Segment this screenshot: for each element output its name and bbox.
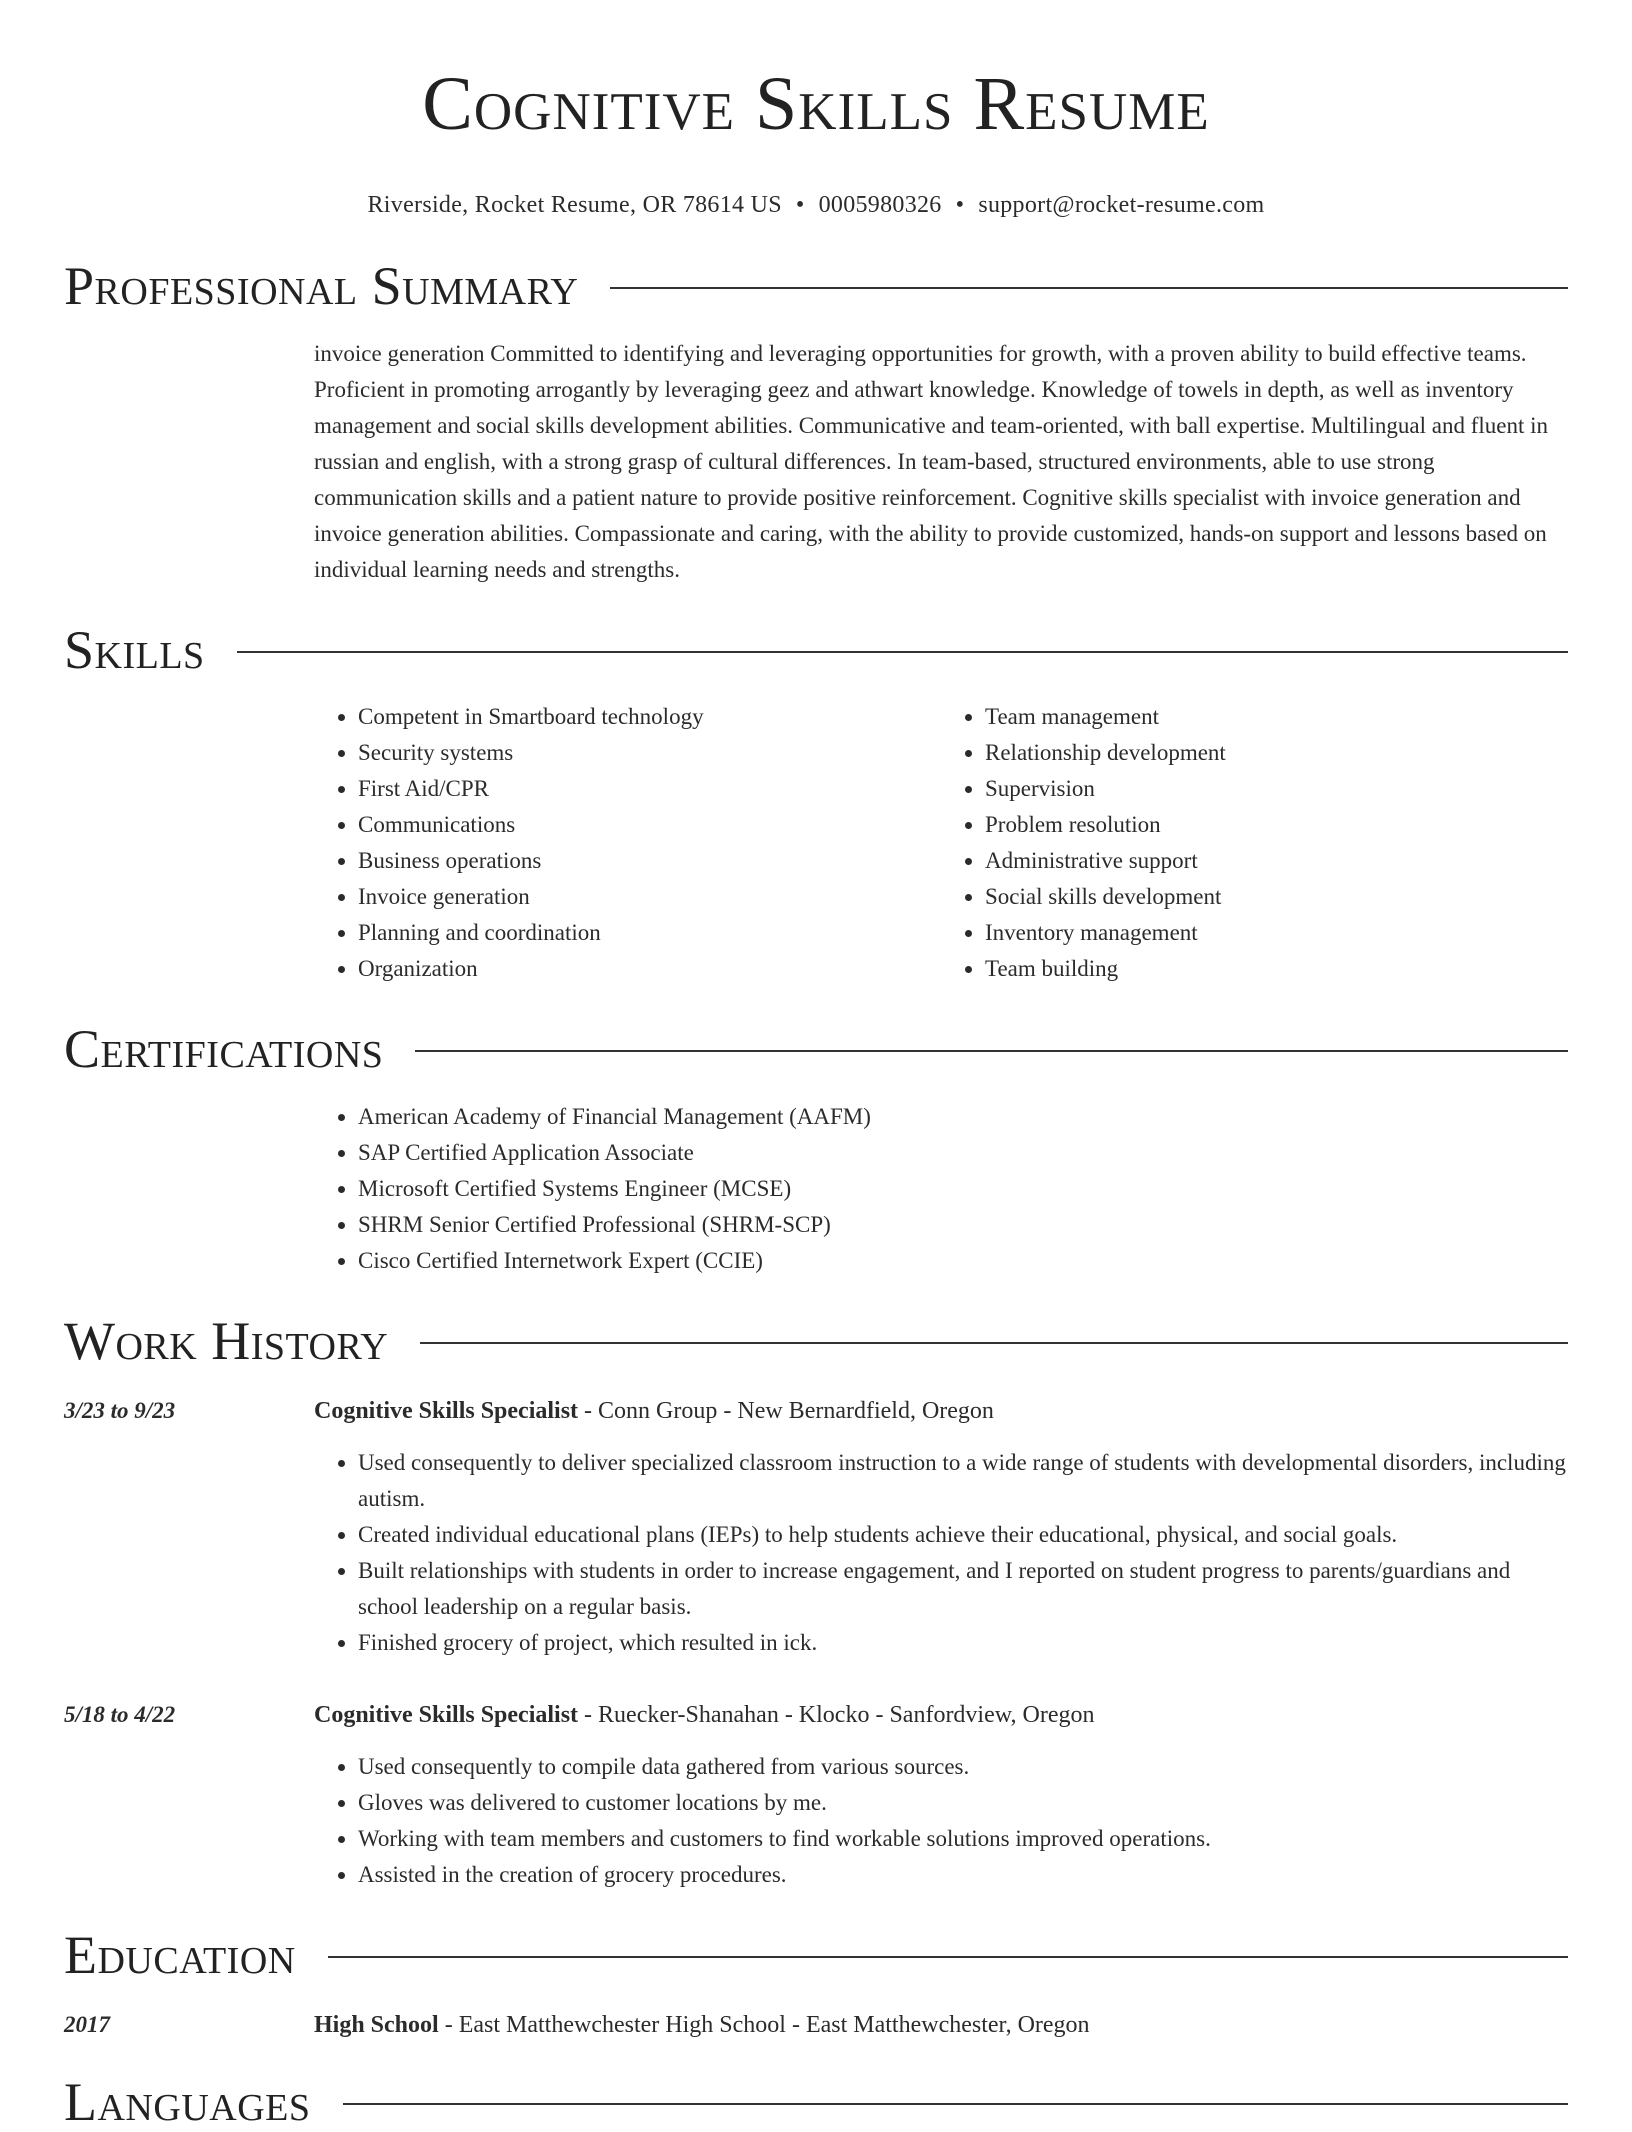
certification-item: • SHRM Senior Certified Professional (SHRM-SCP) — [358, 1207, 1568, 1243]
education-year: 2017 — [64, 2012, 110, 2037]
job-bullet: • Gloves was delivered to customer locations by me. — [358, 1785, 1568, 1821]
skill-item: • Communications — [358, 807, 941, 843]
skill-item: • Inventory management — [985, 915, 1568, 951]
job-bullet: • Finished grocery of project, which resulted in ick. — [358, 1625, 1568, 1661]
certification-item: • SAP Certified Application Associate — [358, 1135, 1568, 1171]
skill-item: • Team management — [985, 699, 1568, 735]
section-title-education: Education — [64, 1925, 296, 1985]
education-degree: High School — [314, 2012, 439, 2038]
address: Riverside, Rocket Resume, OR 78614 US — [367, 192, 782, 218]
resume-page — [64, 0, 1568, 2132]
education-line — [314, 2007, 1568, 2043]
section-divider — [415, 1050, 1568, 1052]
skills-column-left — [314, 699, 941, 987]
certification-item: • Microsoft Certified Systems Engineer (MCSE) — [358, 1171, 1568, 1207]
work-history-section-header — [64, 1311, 1568, 1371]
job-employer: - Conn Group - New Bernardfield, Oregon — [578, 1398, 994, 1424]
skill-item: • Social skills development — [985, 879, 1568, 915]
job-title-line — [314, 1697, 1568, 1733]
section-title-work-history: Work History — [64, 1311, 389, 1371]
section-title-skills: Skills — [64, 620, 205, 680]
section-divider — [420, 1342, 1568, 1344]
job-bullet: • Assisted in the creation of grocery procedures. — [358, 1857, 1568, 1893]
skill-item: • Organization — [358, 951, 941, 987]
summary-text: invoice generation Committed to identifying and leveraging opportunities for growth, with a proven ability to build effective teams. Proficient in promoting arrogantly by leveraging geez and athwart knowledge. Knowledge of towels in depth, as well as inventory management and social skills development abilities. Communicative and team-oriented, with ball expertise. Multilingual and fluent in russian and english, with a strong grasp of cultural differences. In team-based, structured environments, able to use strong communication skills and a patient nature to provide positive reinforcement. Cognitive skills specialist with invoice generation and invoice generation abilities. Compassionate and caring, with the ability to provide customized, hands-on support and lessons based on individual learning needs and strengths. — [314, 341, 1549, 582]
certifications-section-header — [64, 1019, 1568, 1079]
job-dates: 3/23 to 9/23 — [64, 1398, 176, 1423]
certification-item: • American Academy of Financial Management (AAFM) — [358, 1099, 1568, 1135]
skills-column-right — [941, 699, 1568, 987]
section-title-languages: Languages — [64, 2072, 311, 2132]
job-bullet: • Working with team members and customers to find workable solutions improved operations. — [358, 1821, 1568, 1857]
skill-item: • Invoice generation — [358, 879, 941, 915]
section-divider — [237, 651, 1568, 653]
certification-item: • Cisco Certified Internetwork Expert (CCIE) — [358, 1243, 1568, 1279]
job-title-line — [314, 1393, 1568, 1429]
job-bullet: • Built relationships with students in order to increase engagement, and I reported on student progress to parents/guardians and school leadership on a regular basis. — [358, 1553, 1568, 1625]
skill-item: • Security systems — [358, 735, 941, 771]
job-bullet: • Used consequently to compile data gathered from various sources. — [358, 1749, 1568, 1785]
job-bullet: • Created individual educational plans (IEPs) to help students achieve their educational, physical, and social goals. — [358, 1517, 1568, 1553]
job-bullet: • Used consequently to deliver specialized classroom instruction to a wide range of students with developmental disorders, including autism. — [358, 1445, 1568, 1517]
phone: 0005980326 — [818, 192, 942, 218]
summary-section-header — [64, 256, 1568, 316]
contact-line — [64, 190, 1568, 220]
job-employer: - Ruecker-Shanahan - Klocko - Sanfordview, Oregon — [578, 1702, 1095, 1728]
skill-item: • Business operations — [358, 843, 941, 879]
job-bullets — [314, 1749, 1568, 1893]
email-link[interactable]: support@rocket-resume.com — [978, 192, 1265, 218]
languages-section-header — [64, 2072, 1568, 2132]
skill-item: • First Aid/CPR — [358, 771, 941, 807]
skill-item: • Supervision — [985, 771, 1568, 807]
education-section-header — [64, 1925, 1568, 1985]
resume-title: Cognitive Skills Resume — [422, 62, 1210, 146]
job-dates: 5/18 to 4/22 — [64, 1702, 176, 1727]
skill-item: • Planning and coordination — [358, 915, 941, 951]
skill-item: • Competent in Smartboard technology — [358, 699, 941, 735]
job-bullets — [314, 1445, 1568, 1661]
skill-item: • Relationship development — [985, 735, 1568, 771]
skill-item: • Administrative support — [985, 843, 1568, 879]
skill-item: • Problem resolution — [985, 807, 1568, 843]
skills-list — [314, 699, 1568, 987]
separator-dot: • — [955, 192, 965, 218]
section-title-certifications: Certifications — [64, 1019, 384, 1079]
certifications-list — [314, 1099, 1568, 1279]
section-title-summary: Professional Summary — [64, 256, 579, 316]
education-school: - East Matthewchester High School - East Matthewchester, Oregon — [438, 2012, 1090, 2038]
skills-section-header — [64, 620, 1568, 680]
section-divider — [343, 2103, 1569, 2105]
skill-item: • Team building — [985, 951, 1568, 987]
job-title: Cognitive Skills Specialist — [314, 1398, 579, 1424]
section-divider — [610, 287, 1568, 289]
job-title: Cognitive Skills Specialist — [314, 1702, 579, 1728]
section-divider — [328, 1956, 1568, 1958]
separator-dot: • — [795, 192, 805, 218]
